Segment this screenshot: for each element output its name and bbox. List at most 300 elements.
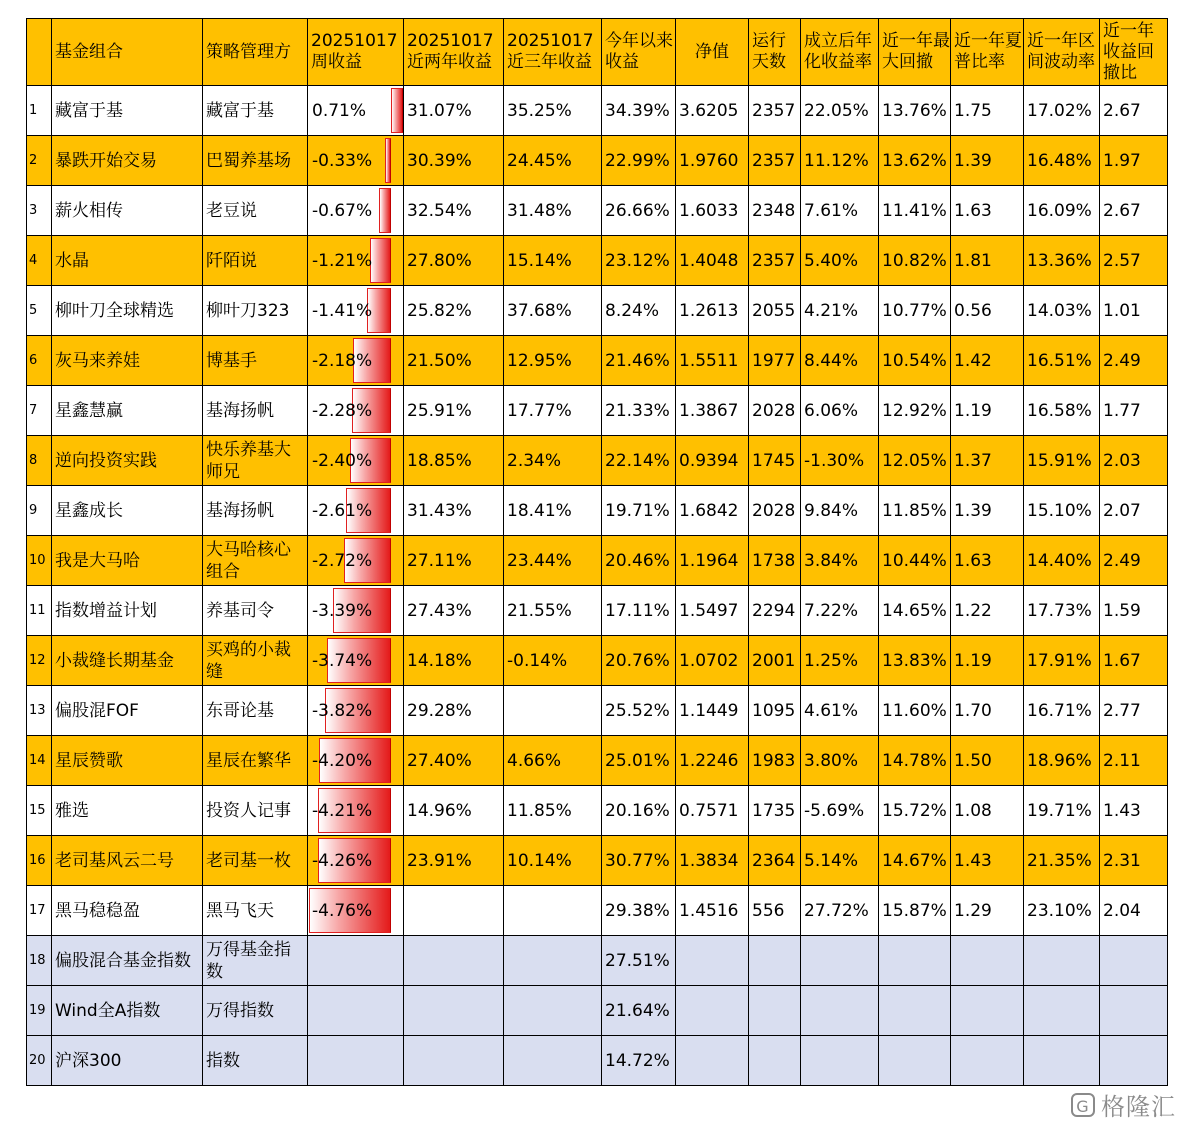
table-row (27, 936, 1168, 986)
cell-y2: 31.07% (404, 86, 504, 136)
week-return-label: -3.74% (312, 650, 373, 671)
cell-nav: 1.4516 (676, 886, 749, 936)
cell-name: 灰马来养娃 (52, 336, 203, 386)
cell-ytd: 23.12% (602, 236, 676, 286)
cell-days: 2357 (749, 236, 801, 286)
cell-y3: 35.25% (504, 86, 602, 136)
cell-week (308, 386, 404, 436)
cell-nav: 0.7571 (676, 786, 749, 836)
cell-idx: 6 (27, 336, 52, 386)
cell-manager: 阡陌说 (203, 236, 308, 286)
cell-y2: 18.85% (404, 436, 504, 486)
cell-week (308, 586, 404, 636)
column-header-sharpe: 近一年夏普比率 (951, 19, 1024, 86)
cell-sharpe: 1.42 (951, 336, 1024, 386)
cell-ann: 7.22% (801, 586, 879, 636)
cell-manager: 指数 (203, 1036, 308, 1086)
cell-week (308, 536, 404, 586)
cell-mdd: 14.67% (879, 836, 951, 886)
cell-ytd: 25.52% (602, 686, 676, 736)
cell-ann: 5.40% (801, 236, 879, 286)
cell-nav (676, 1036, 749, 1086)
cell-idx: 3 (27, 186, 52, 236)
table-row (27, 136, 1168, 186)
cell-idx: 11 (27, 586, 52, 636)
cell-vol (1024, 936, 1100, 986)
cell-days: 1745 (749, 436, 801, 486)
cell-sharpe: 1.39 (951, 136, 1024, 186)
cell-mdd: 12.05% (879, 436, 951, 486)
cell-calmar: 2.31 (1100, 836, 1168, 886)
cell-vol: 16.09% (1024, 186, 1100, 236)
cell-calmar: 1.01 (1100, 286, 1168, 336)
cell-vol: 16.71% (1024, 686, 1100, 736)
cell-vol: 17.91% (1024, 636, 1100, 686)
cell-ann (801, 986, 879, 1036)
cell-nav: 1.5497 (676, 586, 749, 636)
cell-mdd (879, 936, 951, 986)
cell-y2: 31.43% (404, 486, 504, 536)
table-row (27, 186, 1168, 236)
cell-days: 2364 (749, 836, 801, 886)
cell-name: 柳叶刀全球精选 (52, 286, 203, 336)
cell-week (308, 86, 404, 136)
cell-ann: 22.05% (801, 86, 879, 136)
cell-y3: 12.95% (504, 336, 602, 386)
cell-nav: 1.2246 (676, 736, 749, 786)
column-header-ann: 成立后年化收益率 (801, 19, 879, 86)
cell-days (749, 986, 801, 1036)
cell-y3: 24.45% (504, 136, 602, 186)
cell-y2 (404, 1036, 504, 1086)
cell-vol: 14.40% (1024, 536, 1100, 586)
cell-week (308, 686, 404, 736)
cell-y3: 4.66% (504, 736, 602, 786)
cell-week (308, 886, 404, 936)
cell-y3: 18.41% (504, 486, 602, 536)
cell-mdd: 10.54% (879, 336, 951, 386)
cell-idx: 12 (27, 636, 52, 686)
cell-mdd (879, 1036, 951, 1086)
cell-y3: 23.44% (504, 536, 602, 586)
cell-ann: 8.44% (801, 336, 879, 386)
cell-vol: 17.73% (1024, 586, 1100, 636)
cell-y2: 23.91% (404, 836, 504, 886)
week-return-label: -3.82% (312, 700, 373, 721)
cell-nav: 1.2613 (676, 286, 749, 336)
cell-sharpe: 1.43 (951, 836, 1024, 886)
cell-idx: 4 (27, 236, 52, 286)
cell-ytd: 22.99% (602, 136, 676, 186)
cell-week (308, 286, 404, 336)
cell-sharpe: 1.19 (951, 386, 1024, 436)
table-row (27, 986, 1168, 1036)
cell-vol: 13.36% (1024, 236, 1100, 286)
week-return-bar (391, 88, 403, 133)
week-return-label: -3.39% (312, 600, 373, 621)
column-header-calmar: 近一年收益回撤比 (1100, 19, 1168, 86)
cell-idx: 1 (27, 86, 52, 136)
column-header-week: 20251017周收益 (308, 19, 404, 86)
cell-mdd: 14.65% (879, 586, 951, 636)
cell-sharpe: 1.50 (951, 736, 1024, 786)
cell-manager: 万得指数 (203, 986, 308, 1036)
cell-ann: 1.25% (801, 636, 879, 686)
cell-ann: 11.12% (801, 136, 879, 186)
cell-vol: 17.02% (1024, 86, 1100, 136)
cell-y2 (404, 986, 504, 1036)
cell-name: 老司基风云二号 (52, 836, 203, 886)
cell-y2: 27.40% (404, 736, 504, 786)
cell-mdd (879, 986, 951, 1036)
cell-calmar: 2.04 (1100, 886, 1168, 936)
cell-days: 2348 (749, 186, 801, 236)
cell-y2: 21.50% (404, 336, 504, 386)
table-row (27, 636, 1168, 686)
cell-sharpe (951, 936, 1024, 986)
cell-ann: 7.61% (801, 186, 879, 236)
cell-ann (801, 936, 879, 986)
cell-days: 2357 (749, 136, 801, 186)
cell-mdd: 10.82% (879, 236, 951, 286)
cell-y3 (504, 886, 602, 936)
cell-name: 雅选 (52, 786, 203, 836)
table-row (27, 336, 1168, 386)
table-row (27, 236, 1168, 286)
table-row (27, 1036, 1168, 1086)
cell-y3 (504, 936, 602, 986)
cell-y2: 25.82% (404, 286, 504, 336)
cell-ytd: 14.72% (602, 1036, 676, 1086)
cell-manager: 博基手 (203, 336, 308, 386)
cell-nav: 1.0702 (676, 636, 749, 686)
table-row (27, 536, 1168, 586)
cell-manager: 万得基金指数 (203, 936, 308, 986)
cell-nav: 3.6205 (676, 86, 749, 136)
cell-calmar: 1.77 (1100, 386, 1168, 436)
cell-idx: 10 (27, 536, 52, 586)
cell-idx: 5 (27, 286, 52, 336)
cell-calmar: 1.43 (1100, 786, 1168, 836)
cell-name: 星辰赞歌 (52, 736, 203, 786)
cell-name: 逆向投资实践 (52, 436, 203, 486)
column-header-idx (27, 19, 52, 86)
cell-calmar: 2.49 (1100, 536, 1168, 586)
cell-days: 1095 (749, 686, 801, 736)
cell-nav: 1.6033 (676, 186, 749, 236)
week-return-label: 0.71% (312, 100, 367, 121)
cell-calmar: 2.49 (1100, 336, 1168, 386)
cell-y2: 27.80% (404, 236, 504, 286)
cell-nav: 1.5511 (676, 336, 749, 386)
table-row (27, 736, 1168, 786)
cell-calmar: 2.03 (1100, 436, 1168, 486)
cell-idx: 13 (27, 686, 52, 736)
cell-week (308, 136, 404, 186)
cell-days: 1983 (749, 736, 801, 786)
cell-mdd: 15.87% (879, 886, 951, 936)
week-return-label: -0.67% (312, 200, 373, 221)
week-return-label: -1.21% (312, 250, 373, 271)
cell-days: 556 (749, 886, 801, 936)
cell-calmar: 2.67 (1100, 86, 1168, 136)
cell-y3: -0.14% (504, 636, 602, 686)
cell-vol: 18.96% (1024, 736, 1100, 786)
cell-ann: 27.72% (801, 886, 879, 936)
cell-y2: 27.43% (404, 586, 504, 636)
cell-idx: 9 (27, 486, 52, 536)
cell-name: 偏股混合基金指数 (52, 936, 203, 986)
cell-ann: 9.84% (801, 486, 879, 536)
cell-y3 (504, 986, 602, 1036)
table-row (27, 886, 1168, 936)
fund-performance-table (26, 18, 1168, 1086)
cell-calmar: 2.11 (1100, 736, 1168, 786)
cell-ytd: 20.76% (602, 636, 676, 686)
cell-week (308, 936, 404, 986)
cell-vol: 15.91% (1024, 436, 1100, 486)
cell-sharpe: 1.75 (951, 86, 1024, 136)
cell-week (308, 336, 404, 386)
cell-ytd: 34.39% (602, 86, 676, 136)
cell-calmar (1100, 986, 1168, 1036)
cell-name: 薪火相传 (52, 186, 203, 236)
cell-y2: 30.39% (404, 136, 504, 186)
week-return-bar (370, 238, 391, 283)
cell-mdd: 13.62% (879, 136, 951, 186)
week-return-label: -2.72% (312, 550, 373, 571)
cell-week (308, 1036, 404, 1086)
cell-name: Wind全A指数 (52, 986, 203, 1036)
watermark-text: 格隆汇 (1101, 1093, 1176, 1121)
cell-ann: -1.30% (801, 436, 879, 486)
cell-week (308, 436, 404, 486)
cell-name: 水晶 (52, 236, 203, 286)
week-return-bar (379, 188, 391, 233)
table-row (27, 586, 1168, 636)
table-row (27, 486, 1168, 536)
cell-nav: 1.4048 (676, 236, 749, 286)
cell-sharpe: 1.22 (951, 586, 1024, 636)
cell-nav (676, 936, 749, 986)
cell-vol: 19.71% (1024, 786, 1100, 836)
cell-y2 (404, 886, 504, 936)
column-header-name: 基金组合 (52, 19, 203, 86)
cell-ann: 3.84% (801, 536, 879, 586)
cell-y3: 17.77% (504, 386, 602, 436)
cell-week (308, 986, 404, 1036)
cell-vol: 16.58% (1024, 386, 1100, 436)
cell-idx: 2 (27, 136, 52, 186)
cell-y3: 31.48% (504, 186, 602, 236)
cell-y3 (504, 686, 602, 736)
column-header-manager: 策略管理方 (203, 19, 308, 86)
cell-idx: 15 (27, 786, 52, 836)
cell-days: 1977 (749, 336, 801, 386)
cell-calmar: 1.97 (1100, 136, 1168, 186)
cell-days: 2357 (749, 86, 801, 136)
cell-idx: 14 (27, 736, 52, 786)
cell-week (308, 736, 404, 786)
cell-ytd: 25.01% (602, 736, 676, 786)
cell-name: 星鑫慧赢 (52, 386, 203, 436)
table-row (27, 436, 1168, 486)
cell-idx: 8 (27, 436, 52, 486)
cell-manager: 黑马飞天 (203, 886, 308, 936)
cell-mdd: 13.76% (879, 86, 951, 136)
cell-idx: 18 (27, 936, 52, 986)
cell-week (308, 486, 404, 536)
column-header-vol: 近一年区间波动率 (1024, 19, 1100, 86)
cell-ann: -5.69% (801, 786, 879, 836)
cell-mdd: 13.83% (879, 636, 951, 686)
cell-nav: 1.3867 (676, 386, 749, 436)
cell-ann: 6.06% (801, 386, 879, 436)
cell-week (308, 836, 404, 886)
cell-sharpe: 1.19 (951, 636, 1024, 686)
cell-y2: 27.11% (404, 536, 504, 586)
cell-sharpe (951, 986, 1024, 1036)
cell-manager: 星辰在繁华 (203, 736, 308, 786)
cell-ann: 5.14% (801, 836, 879, 886)
cell-sharpe: 1.63 (951, 186, 1024, 236)
column-header-mdd: 近一年最大回撤 (879, 19, 951, 86)
cell-manager: 快乐养基大师兄 (203, 436, 308, 486)
cell-days (749, 1036, 801, 1086)
cell-week (308, 236, 404, 286)
cell-days: 2294 (749, 586, 801, 636)
cell-name: 我是大马哈 (52, 536, 203, 586)
cell-calmar: 1.67 (1100, 636, 1168, 686)
cell-vol: 23.10% (1024, 886, 1100, 936)
cell-nav: 0.9394 (676, 436, 749, 486)
watermark (1071, 1087, 1176, 1122)
cell-ann (801, 1036, 879, 1086)
week-return-label: -2.40% (312, 450, 373, 471)
cell-days: 2055 (749, 286, 801, 336)
table-row (27, 786, 1168, 836)
cell-manager: 投资人记事 (203, 786, 308, 836)
cell-nav: 1.1449 (676, 686, 749, 736)
week-return-label: -4.76% (312, 900, 373, 921)
cell-sharpe: 1.37 (951, 436, 1024, 486)
cell-manager: 大马哈核心组合 (203, 536, 308, 586)
cell-manager: 养基司令 (203, 586, 308, 636)
cell-idx: 17 (27, 886, 52, 936)
cell-days: 2028 (749, 486, 801, 536)
cell-y3: 21.55% (504, 586, 602, 636)
cell-vol (1024, 1036, 1100, 1086)
cell-y3: 11.85% (504, 786, 602, 836)
table-body (27, 86, 1168, 1086)
cell-manager: 藏富于基 (203, 86, 308, 136)
cell-name: 藏富于基 (52, 86, 203, 136)
cell-mdd: 15.72% (879, 786, 951, 836)
week-return-label: -4.21% (312, 800, 373, 821)
cell-days (749, 936, 801, 986)
cell-days: 1738 (749, 536, 801, 586)
cell-mdd: 11.41% (879, 186, 951, 236)
cell-y3 (504, 1036, 602, 1086)
cell-manager: 老豆说 (203, 186, 308, 236)
cell-ytd: 8.24% (602, 286, 676, 336)
cell-nav: 1.9760 (676, 136, 749, 186)
cell-ytd: 22.14% (602, 436, 676, 486)
cell-ytd: 29.38% (602, 886, 676, 936)
table-row (27, 286, 1168, 336)
cell-sharpe: 1.81 (951, 236, 1024, 286)
cell-ytd: 30.77% (602, 836, 676, 886)
cell-manager: 巴蜀养基场 (203, 136, 308, 186)
cell-vol: 21.35% (1024, 836, 1100, 886)
cell-vol (1024, 986, 1100, 1036)
table-header-row (27, 19, 1168, 86)
cell-manager: 基海扬帆 (203, 386, 308, 436)
cell-name: 指数增益计划 (52, 586, 203, 636)
cell-ytd: 19.71% (602, 486, 676, 536)
column-header-y3: 20251017近三年收益 (504, 19, 602, 86)
cell-ytd: 20.16% (602, 786, 676, 836)
cell-ytd: 21.64% (602, 986, 676, 1036)
cell-idx: 7 (27, 386, 52, 436)
week-return-label: -2.28% (312, 400, 373, 421)
week-return-bar (385, 138, 391, 183)
cell-vol: 16.48% (1024, 136, 1100, 186)
column-header-days: 运行天数 (749, 19, 801, 86)
gelonghui-logo-icon: G (1071, 1093, 1095, 1117)
cell-sharpe: 1.29 (951, 886, 1024, 936)
cell-ytd: 21.33% (602, 386, 676, 436)
cell-nav: 1.6842 (676, 486, 749, 536)
cell-ann: 3.80% (801, 736, 879, 786)
week-return-label: -4.20% (312, 750, 373, 771)
cell-calmar (1100, 936, 1168, 986)
cell-calmar: 1.59 (1100, 586, 1168, 636)
cell-week (308, 636, 404, 686)
cell-calmar: 2.67 (1100, 186, 1168, 236)
cell-y2: 14.18% (404, 636, 504, 686)
cell-calmar: 2.07 (1100, 486, 1168, 536)
cell-week (308, 186, 404, 236)
cell-days: 2001 (749, 636, 801, 686)
cell-vol: 14.03% (1024, 286, 1100, 336)
cell-name: 星鑫成长 (52, 486, 203, 536)
week-return-label: -2.18% (312, 350, 373, 371)
cell-y3: 15.14% (504, 236, 602, 286)
cell-calmar: 2.77 (1100, 686, 1168, 736)
cell-y3: 10.14% (504, 836, 602, 886)
cell-sharpe: 1.08 (951, 786, 1024, 836)
column-header-y2: 20251017近两年收益 (404, 19, 504, 86)
cell-mdd: 14.78% (879, 736, 951, 786)
cell-mdd: 10.44% (879, 536, 951, 586)
cell-sharpe: 1.63 (951, 536, 1024, 586)
cell-days: 1735 (749, 786, 801, 836)
cell-ytd: 26.66% (602, 186, 676, 236)
cell-calmar (1100, 1036, 1168, 1086)
week-return-label: -4.26% (312, 850, 373, 871)
cell-week (308, 786, 404, 836)
cell-ytd: 27.51% (602, 936, 676, 986)
week-return-label: -1.41% (312, 300, 373, 321)
cell-y2: 14.96% (404, 786, 504, 836)
cell-manager: 东哥论基 (203, 686, 308, 736)
week-return-label: -0.33% (312, 150, 373, 171)
cell-days: 2028 (749, 386, 801, 436)
cell-ytd: 17.11% (602, 586, 676, 636)
cell-idx: 20 (27, 1036, 52, 1086)
cell-mdd: 10.77% (879, 286, 951, 336)
